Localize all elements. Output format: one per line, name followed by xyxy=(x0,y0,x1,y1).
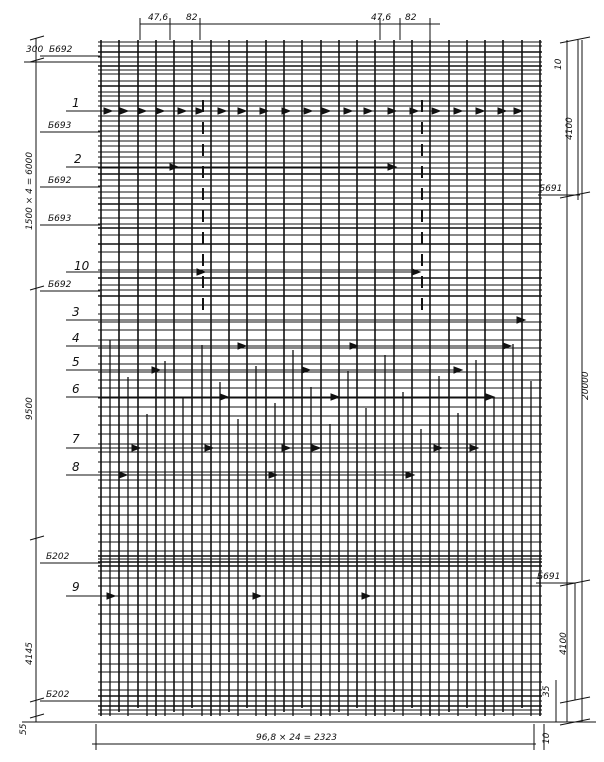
bar-mark-10: 10 xyxy=(74,259,90,273)
label-b692-b: Б692 xyxy=(48,176,72,186)
arrow-head xyxy=(220,394,228,400)
label-b692-c: Б692 xyxy=(48,280,72,290)
bar-mark-8: 8 xyxy=(72,460,80,474)
arrow-head xyxy=(344,108,352,114)
arrow-head xyxy=(107,593,115,599)
arrow-head xyxy=(178,108,186,114)
arrow-head xyxy=(238,108,246,114)
bar-mark-2: 2 xyxy=(74,152,82,166)
arrow-head xyxy=(282,445,290,451)
bar-mark-4: 4 xyxy=(72,331,80,345)
arrow-head xyxy=(434,445,442,451)
arrow-head xyxy=(119,472,127,478)
arrow-head xyxy=(304,108,312,114)
right-dim-bottom-35: 35 xyxy=(542,685,552,697)
dim-tick xyxy=(30,714,44,718)
arrow-head xyxy=(476,108,484,114)
arrow-head xyxy=(218,108,226,114)
right-dim-total: 20000 xyxy=(581,371,591,400)
top-dim-left-a: 47,6 xyxy=(148,13,169,23)
right-dim-bottom-10: 10 xyxy=(542,732,552,744)
arrow-head xyxy=(470,445,478,451)
right-dim-top-gap: 10 xyxy=(554,58,564,70)
arrow-head xyxy=(454,108,462,114)
bar-mark-3: 3 xyxy=(72,305,80,319)
label-b693-b: Б693 xyxy=(48,214,72,224)
label-b691-top: Б691 xyxy=(539,184,563,194)
bar-mark-7: 7 xyxy=(72,432,80,446)
arrow-head xyxy=(120,108,128,114)
top-dim-right-b: 82 xyxy=(405,13,417,23)
arrow-head xyxy=(486,394,494,400)
left-dim-bottom: 55 xyxy=(19,723,29,735)
label-b202-b: Б202 xyxy=(46,690,70,700)
arrow-head xyxy=(322,108,330,114)
top-dim-right-a: 47,6 xyxy=(371,13,392,23)
left-dim-lower-span: 4145 xyxy=(25,642,35,665)
arrow-head xyxy=(312,445,320,451)
bar-mark-6: 6 xyxy=(72,382,80,396)
left-dim-top: 300 xyxy=(26,45,44,55)
arrow-head xyxy=(432,108,440,114)
arrow-head xyxy=(364,108,372,114)
arrow-head xyxy=(156,108,164,114)
rebar-grid xyxy=(98,40,542,716)
dim-tick xyxy=(30,58,44,62)
dim-tick xyxy=(30,36,44,40)
arrow-head xyxy=(269,472,277,478)
arrow-head xyxy=(514,108,522,114)
arrow-head xyxy=(410,108,418,114)
right-dim-lower-4100: 4100 xyxy=(559,632,569,655)
label-b692-top: Б692 xyxy=(49,45,73,55)
left-dim-upper-span: 1500 × 4 = 6000 xyxy=(25,151,35,230)
bar-mark-1: 1 xyxy=(72,96,80,110)
bar-mark-9: 9 xyxy=(72,580,80,594)
dimension-lines xyxy=(22,18,596,750)
left-dim-middle-span: 9500 xyxy=(25,397,35,420)
arrow-head xyxy=(253,593,261,599)
bar-mark-5: 5 xyxy=(72,355,80,369)
right-dim-upper-4100: 4100 xyxy=(565,117,575,140)
bottom-dim: 96,8 × 24 = 2323 xyxy=(256,733,337,743)
label-b202-a: Б202 xyxy=(46,552,70,562)
dim-tick xyxy=(560,37,590,43)
dim-tick xyxy=(30,536,44,540)
dim-tick xyxy=(30,286,44,290)
top-dim-left-b: 82 xyxy=(186,13,198,23)
label-b691-bottom: Б691 xyxy=(537,572,561,582)
arrow-head xyxy=(331,394,339,400)
arrow-head xyxy=(282,108,290,114)
label-b693-a: Б693 xyxy=(48,121,72,131)
arrow-head xyxy=(138,108,146,114)
